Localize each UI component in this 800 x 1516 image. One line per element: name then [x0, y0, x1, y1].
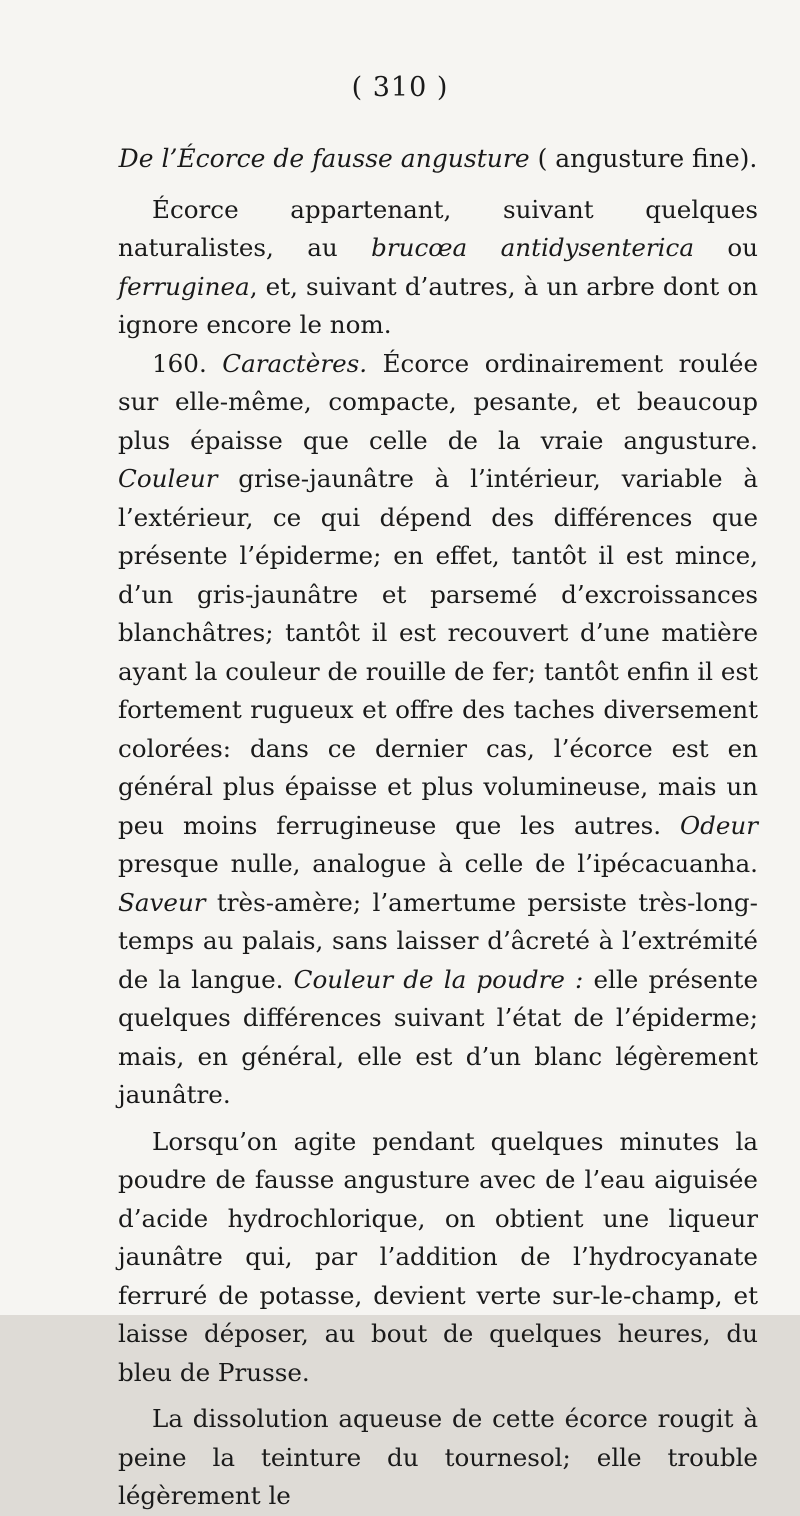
p2-italic-odeur: Odeur: [679, 810, 758, 840]
p2-italic-couleur: Couleur: [118, 464, 218, 493]
p2-italic-saveur: Saveur: [118, 887, 206, 917]
p1-italic-species: ferruginea: [118, 271, 250, 301]
p1-text-a: Écorce appartenant, suivant quelques naturalistes, au: [118, 194, 758, 262]
p2-number: 160.: [152, 348, 223, 378]
p1-text-b: ou: [694, 233, 759, 262]
section-title-subtitle: ( angusture fine).: [537, 144, 758, 173]
p2-text-c: grise-jaunâtre à l’intérieur, variable à l’extérieur, ce qui dépend des différences que présente l’épiderme; en effet, tantôt il est mince, d’un gris-jaunâtre et parsemé d’excroissances blanchâtres; tantôt il est recouvert d’une matière ayant la couleur de rouille de fer; tantôt enfin il est fortement rugueux et offre des taches diversement colorées: dans ce dernier cas, l’écorce est en général plus épaisse et plus volumineuse, mais un peu moins ferrugineuse que les autres.: [118, 464, 758, 840]
p1-italic-genus: brucœa antidysenterica: [371, 233, 694, 262]
page-number: ( 310 ): [351, 72, 449, 103]
p2-text-e: très-amère; l’amertume persiste très-long-temps au palais, sans laisser d’âcreté à l’extrémité de la langue.: [118, 887, 758, 994]
p1-text-c: , et, suivant d’autres, à un arbre dont on ignore encore le nom.: [118, 271, 758, 339]
p2-text-d: presque nulle, analogue à celle de l’ipécacuanha.: [118, 849, 758, 878]
page-body: [118, 140, 759, 1510]
section-title-italic: De l’Écorce de fausse angusture: [118, 144, 530, 173]
paragraph-1: [118, 191, 758, 345]
paragraph-4: La dissolution aqueuse de cette écorce rougit à peine la teinture du tournesol; elle trouble légèrement le: [118, 1404, 758, 1510]
section-title: [118, 140, 758, 179]
paragraph-2: [118, 345, 758, 1115]
p2-text-f: elle présente quelques différences suivant l’état de l’épiderme; mais, en général, elle est d’un blanc légèrement jaunâtre.: [118, 964, 758, 1109]
p2-italic-caracteres: Caractères.: [222, 348, 368, 378]
paragraph-3: Lorsqu’on agite pendant quelques minutes la poudre de fausse angusture avec de l’eau aiguisée d’acide hydrochlorique, on obtient une liqueur jaunâtre qui, par l’addition de l’hydrocyanate ferruré de potasse, devient verte sur-le-champ, et laisse déposer, au bout de quelques heures, du bleu de Prusse.: [118, 1126, 758, 1387]
p2-italic-couleur-poudre: Couleur de la poudre :: [293, 964, 584, 994]
p2-text-b: Écorce ordinairement roulée sur elle-même, compacte, pesante, et beaucoup plus épaisse que celle de la vraie angusture.: [118, 348, 759, 455]
